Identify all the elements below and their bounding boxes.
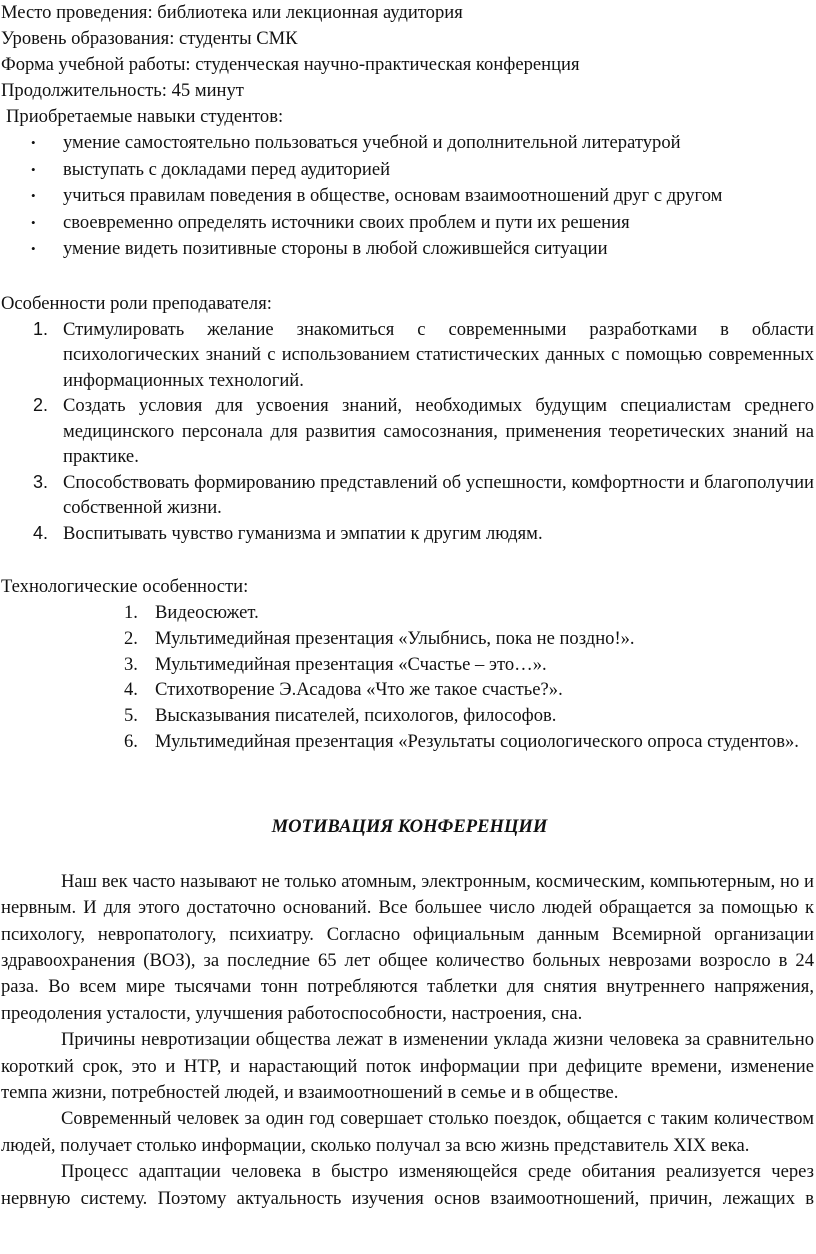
item-number: 1. [33,318,49,339]
list-item: 4. Воспитывать чувство гуманизма и эмпатии к другим людям. [1,521,814,547]
list-item: 5. Высказывания писателей, психологов, философов. [1,703,814,729]
tech-list [1,600,814,755]
form-line: Форма учебной работы: студенческая научно-практическая конференция [1,54,580,75]
item-number: 2. [33,395,49,415]
list-item: • учиться правилам поведения в обществе, основам взаимоотношений друг с другом [1,183,814,210]
item-number: 3. [33,471,49,492]
list-item: 3. Способствовать формированию представлений об успешности, комфортности и благополучии собственной жизни. [33,471,814,518]
item-number: 6. [124,730,138,752]
section-heading: МОТИВАЦИЯ КОНФЕРЕНЦИИ [271,815,548,837]
item-number: 2. [124,627,138,649]
item-number: 1. [124,602,138,623]
list-item: • своевременно определять источники своих проблем и пути их решения [1,210,814,237]
item-number: 4. [124,679,138,701]
list-item: 4. Стихотворение Э.Асадова «Что же такое счастье?». [1,677,814,703]
list-item: 2. Мультимедийная презентация «Улыбнись, пока не поздно!». [1,626,814,652]
list-item: 1. Стимулировать желание знакомиться с современными разработками в области психологических знаний с использованием статистических данных с помощью современных информационных технологий. [33,318,814,391]
body-paragraph: Причины невротизации общества лежат в изменении уклада жизни человека за сравнительно короткий срок, это и НТР, и нарастающий поток информации при дефиците времени, изменение темпа жизни, потребностей людей, и взаимоотношений в семье и в обществе. [1,1029,814,1104]
list-item: 1. Видеосюжет. [1,600,814,626]
skills-title: Приобретаемые навыки студентов: [6,106,284,127]
roles-title: Особенности роли преподавателя: [1,292,272,314]
list-item: 3. Мультимедийная презентация «Счастье – это…». [1,652,814,678]
list-item: 6. Мультимедийная презентация «Результаты социологического опроса студентов». [1,729,814,755]
list-item: • умение самостоятельно пользоваться учебной и дополнительной литературой [1,130,814,157]
item-number: 3. [124,653,138,675]
body-paragraph: Процесс адаптации человека в быстро изменяющейся среде обитания реализуется через нервную систему. Поэтому актуальность изучения основ взаимоотношений, причин, лежащих в [1,1161,814,1209]
list-item: • выступать с докладами перед аудиторией [1,157,814,184]
body-paragraph: Современный человек за один год совершает столько поездок, общается с таким количеством людей, получает столько информации, сколько получал за всю жизнь представитель XIX века. [1,1108,814,1156]
item-number: 5. [124,705,138,727]
bullet-icon: • [31,188,36,203]
bullet-icon: • [31,161,36,177]
bullet-icon: • [31,214,36,230]
level-line: Уровень образования: студенты СМК [1,28,298,49]
roles-list [1,317,814,547]
venue-line: Место проведения: библиотека или лекционная аудитория [1,2,463,23]
bullet-icon: • [31,135,36,150]
bullet-icon: • [31,241,36,256]
tech-title: Технологические особенности: [1,576,249,597]
skills-list [1,130,814,263]
body-paragraph: Наш век часто называют не только атомным, электронным, космическим, компьютерным, но и нервным. И для этого достаточно оснований. Все большее число людей обращается за помощью к психологу, невропатологу, психиатру. Согласно официальным данным Всемирной организации здравоохранения (ВОЗ), за последние 65 лет общее количество больных неврозами возросло в 24 раза. Во всем мире тысячами тонн потребляются таблетки для снятия внутреннего напряжения, преодоления усталости, улучшения работоспособности, настроения, сна. [1,870,814,1024]
list-item: 2. Создать условия для усвоения знаний, необходимых будущим специалистам среднего медицинского персонала для развития самосознания, применения теоретических знаний на практике. [33,395,814,467]
duration-line: Продолжительность: 45 минут [1,80,244,101]
item-number: 4. [33,522,49,543]
list-item: • умение видеть позитивные стороны в любой сложившейся ситуации [1,236,814,263]
